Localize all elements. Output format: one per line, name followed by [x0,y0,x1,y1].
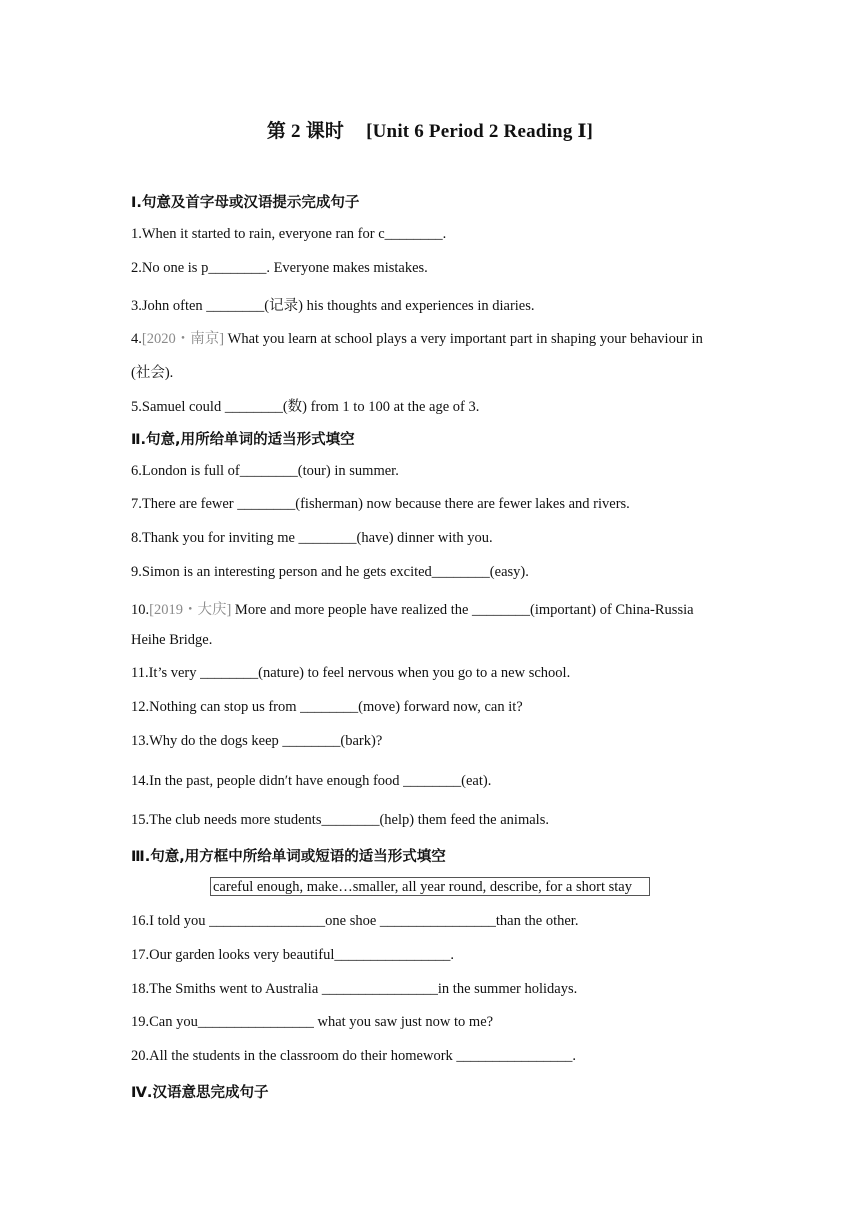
word-bank-box: careful enough, make…smaller, all year round, describe, for a short stay [210,877,650,896]
question-15: 15.The club needs more students________(help) them feed the animals. [131,812,549,828]
question-19: 19.Can you________________ what you saw just now to me? [131,1014,494,1030]
question-11: 11.It’s very ________(nature) to feel nervous when you go to a new school. [131,665,571,681]
question-10-continued: Heihe Bridge. [131,632,213,648]
question-8: 8.Thank you for inviting me ________(have) dinner with you. [131,530,493,546]
question-4-continued: (社会). [131,365,174,381]
question-17: 17.Our garden looks very beautiful________________. [131,947,454,963]
question-9: 9.Simon is an interesting person and he gets excited________(easy). [131,564,529,580]
question-4-number: 4. [131,331,142,347]
page-title [0,116,860,143]
question-13: 13.Why do the dogs keep ________(bark)? [131,733,383,749]
section-heading-4: Ⅳ.汉语意思完成句子 [131,1085,269,1101]
question-16: 16.I told you ________________one shoe ________________than the other. [131,913,579,929]
question-10-source: [2019・大庆] [149,602,232,618]
section-heading-1: Ⅰ.句意及首字母或汉语提示完成句子 [131,195,360,211]
question-10-number: 10. [131,602,150,618]
question-12: 12.Nothing can stop us from ________(move) forward now, can it? [131,699,523,715]
question-1: 1.When it started to rain, everyone ran for c________. [131,226,447,242]
question-18: 18.The Smiths went to Australia ________________in the summer holidays. [131,981,578,997]
question-5: 5.Samuel could ________(数) from 1 to 100 at the age of 3. [131,399,480,415]
section-heading-2: Ⅱ.句意,用所给单词的适当形式填空 [131,432,355,448]
question-10-text: More and more people have realized the ________(important) of China-Russia [231,602,694,618]
title-lesson: 第 2 课时 [266,121,345,142]
question-3: 3.John often ________(记录) his thoughts and experiences in diaries. [131,298,535,314]
question-4-source: [2020・南京] [141,331,225,347]
question-4-text: What you learn at school plays a very important part in shaping your behaviour in [224,331,703,347]
question-20: 20.All the students in the classroom do their homework ________________. [131,1048,577,1064]
question-6: 6.London is full of________(tour) in summer. [131,463,399,479]
title-unit: [Unit 6 Period 2 Reading Ⅰ] [366,121,594,142]
section-heading-3: Ⅲ.句意,用方框中所给单词或短语的适当形式填空 [131,849,446,865]
question-14: 14.In the past, people didn′t have enough food ________(eat). [131,773,492,789]
question-2: 2.No one is p________. Everyone makes mistakes. [131,260,428,276]
question-10 [131,598,694,619]
question-4 [131,327,703,348]
question-7: 7.There are fewer ________(fisherman) now because there are fewer lakes and rivers. [131,496,630,512]
